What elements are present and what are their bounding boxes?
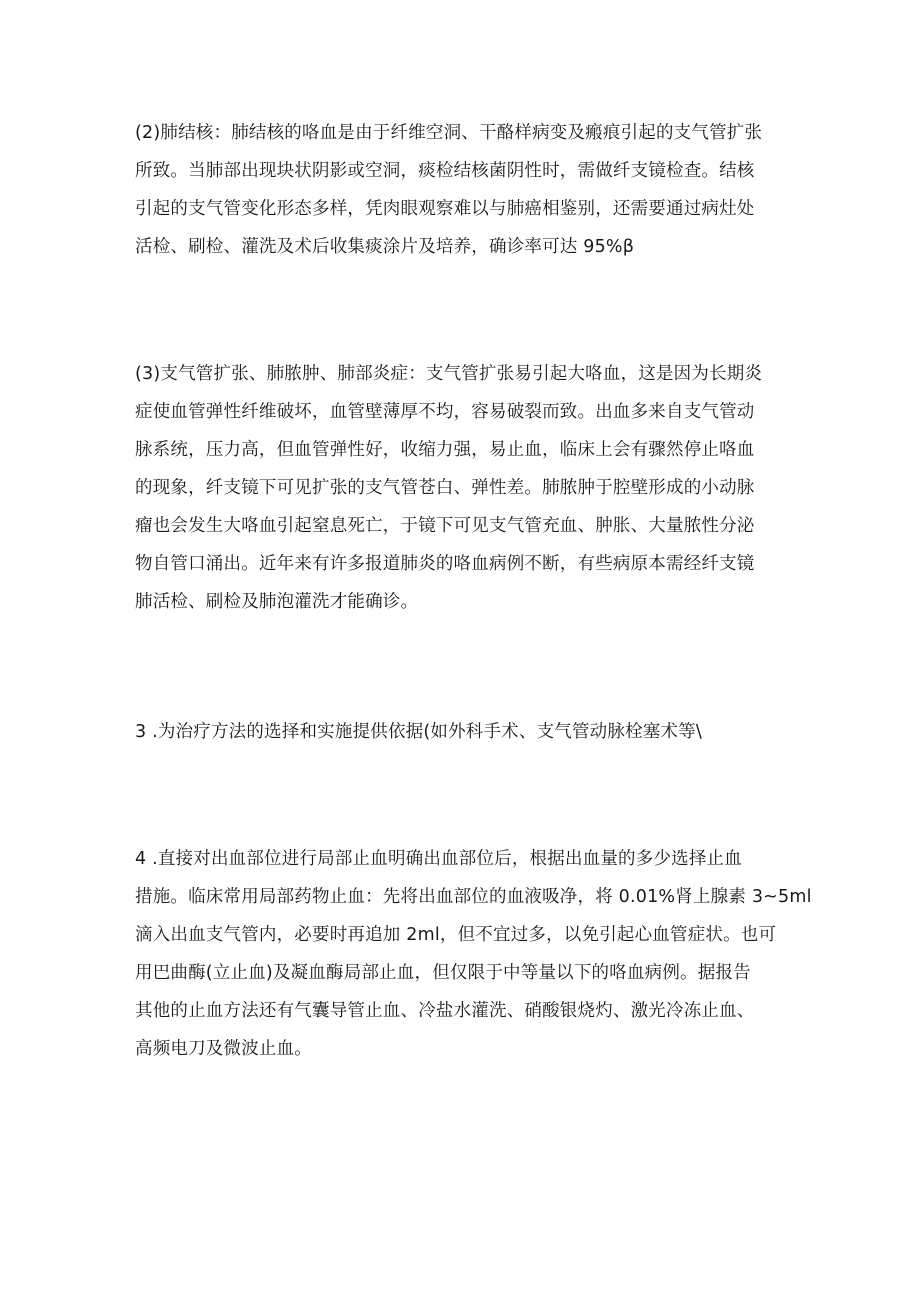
paragraph-bronchiectasis [135,355,795,621]
text-line: 滴入出血支气管内，必要时再追加 2ml，但不宜过多，以免引起心血管症状。也可 [135,925,777,945]
text-line: 肺活检、刷检及肺泡灌洗才能确诊。 [135,592,419,612]
text-line: (2)肺结核：肺结核的咯血是由于纤维空洞、干酪样病变及瘢痕引起的支气管扩张 [135,123,763,143]
text-line: 症使血管弹性纤维破坏，血管壁薄厚不均，容易破裂而致。出血多来自支气管动 [135,402,755,422]
text-line: 4 .直接对出血部位进行局部止血明确出血部位后，根据出血量的多少选择止血 [135,849,742,869]
text-line: 所致。当肺部出现块状阴影或空洞，痰检结核菌阴性时，需做纤支镜检查。结核 [135,161,755,181]
text-line: (3)支气管扩张、肺脓肿、肺部炎症：支气管扩张易引起大咯血，这是因为长期炎 [135,364,763,384]
text-line: 瘤也会发生大咯血引起窒息死亡，于镜下可见支气管充血、肿胀、大量脓性分泌 [135,516,755,536]
text-line: 其他的止血方法还有气囊导管止血、冷盐水灌洗、硝酸银烧灼、激光冷冻止血、 [135,1001,755,1021]
paragraph-item-3 [135,713,795,751]
text-line: 物自管口涌出。近年来有许多报道肺炎的咯血病例不断，有些病原本需经纤支镜 [135,554,755,574]
text-line: 活检、刷检、灌洗及术后收集痰涂片及培养，确诊率可达 95%β [135,237,635,257]
paragraph-item-4 [135,840,812,1068]
text-line: 的现象，纤支镜下可见扩张的支气管苍白、弹性差。肺脓肿于腔壁形成的小动脉 [135,478,755,498]
text-line: 引起的支气管变化形态多样，凭肉眼观察难以与肺癌相鉴别，还需要通过病灶处 [135,199,755,219]
text-line: 用巴曲酶(立止血)及凝血酶局部止血，但仅限于中等量以下的咯血病例。据报告 [135,963,751,983]
text-line: 脉系统，压力高，但血管弹性好，收缩力强，易止血，临床上会有骤然停止咯血 [135,440,755,460]
paragraph-tuberculosis [135,114,795,266]
text-line: 高频电刀及微波止血。 [135,1039,312,1059]
text-line: 3 .为治疗方法的选择和实施提供依据(如外科手术、支气管动脉栓塞术等\ [135,722,702,742]
text-line: 措施。临床常用局部药物止血：先将出血部位的血液吸净，将 0.01%肾上腺素 3~5ml [135,887,812,907]
